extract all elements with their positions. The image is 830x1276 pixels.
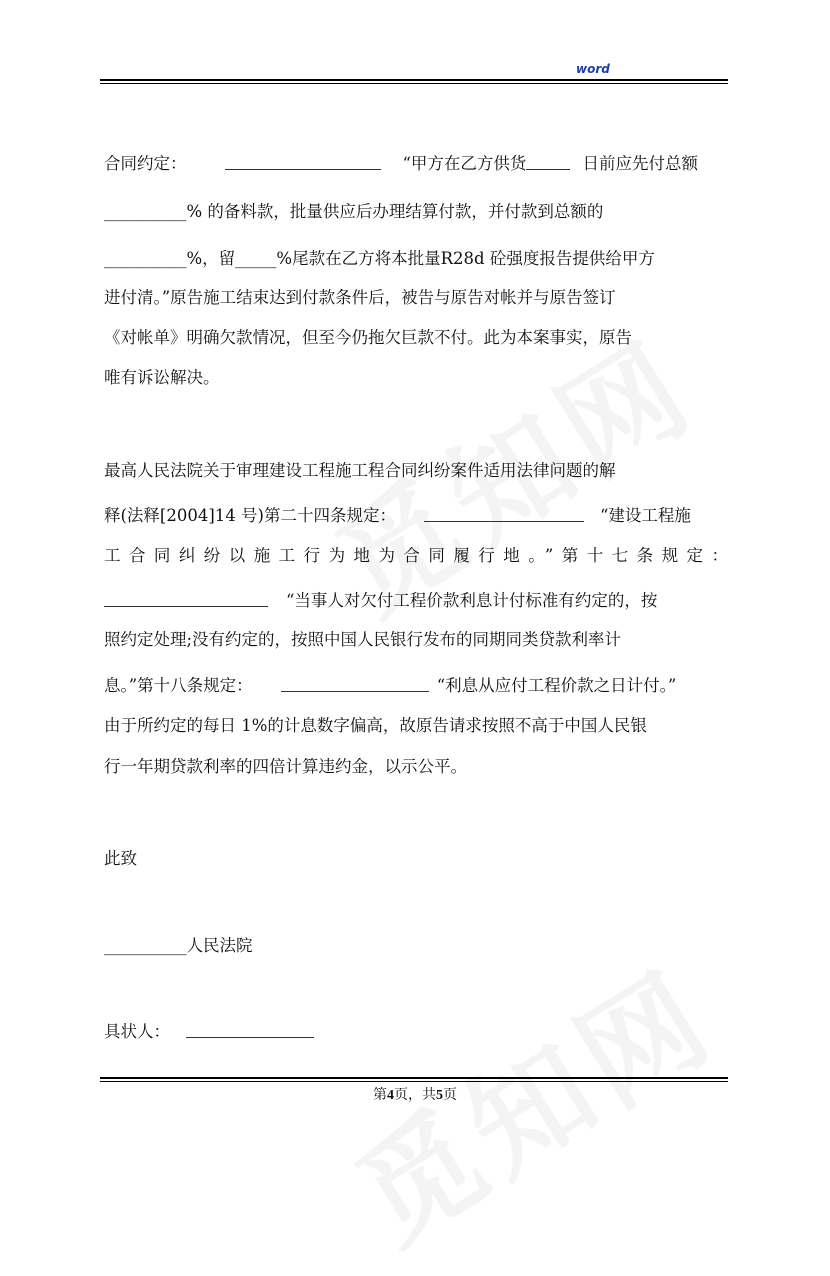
court-line: __________人民法院 bbox=[104, 936, 253, 955]
text-line-10 bbox=[104, 590, 728, 612]
text-line-7: 最高人民法院关于审理建设工程施工程合同纠纷案件适用法律问题的解 bbox=[104, 461, 616, 480]
text-line-4: 进付清。”原告施工结束达到付款条件后，被告与原告对帐并与原告签订 bbox=[104, 288, 616, 307]
text-line-2: __________% 的备料款，批量供应后办理结算付款，并付款到总额的 bbox=[104, 202, 604, 221]
closing-salutation: 此致 bbox=[104, 849, 137, 868]
header-rule bbox=[100, 79, 728, 81]
quote-start: “甲方在乙方供货 bbox=[402, 154, 527, 173]
text-line-6: 唯有诉讼解决。 bbox=[104, 368, 220, 387]
blank-field bbox=[186, 1022, 314, 1038]
text-fragment: “建设工程施 bbox=[599, 506, 691, 525]
blank-field bbox=[526, 154, 570, 170]
text-line-14: 行一年期贷款利率的四倍计算违约金，以示公平。 bbox=[104, 757, 467, 776]
text-line-9: 工合同纠纷以施工行为地为合同履行地。”第十七条规定： bbox=[104, 546, 728, 565]
text-line-8 bbox=[104, 505, 728, 527]
plaintiff-signature-line bbox=[104, 1021, 728, 1043]
blank-field bbox=[281, 676, 429, 692]
contract-label: 合同约定： bbox=[104, 154, 187, 173]
text-line-5: 《对帐单》明确欠款情况，但至今仍拖欠巨款不付。此为本案事实，原告 bbox=[104, 328, 632, 347]
text-fragment: 息。”第十八条规定： bbox=[104, 676, 253, 695]
footer-rule-thin bbox=[100, 1081, 728, 1082]
text-line-3: __________%，留_____%尾款在乙方将本批量R28d 砼强度报告提供给甲方 bbox=[104, 249, 655, 268]
blank-field bbox=[104, 591, 268, 607]
text-line-11: 照约定处理;没有约定的，按照中国人民银行发布的同期同类贷款利率计 bbox=[104, 630, 622, 649]
page-number: 第4页，共5页 bbox=[373, 1088, 457, 1103]
header-word-label: word bbox=[576, 62, 610, 76]
current-page: 4 bbox=[387, 1088, 394, 1103]
footer-rule bbox=[100, 1077, 728, 1079]
text-line-13: 由于所约定的每日 1%的计息数字偏高，故原告请求按照不高于中国人民银 bbox=[104, 716, 647, 735]
text-line-1 bbox=[104, 153, 728, 175]
blank-field bbox=[225, 154, 381, 170]
blank-field bbox=[424, 506, 584, 522]
text-fragment: 释(法释[2004]14 号)第二十四条规定： bbox=[104, 506, 396, 525]
header-rule-thin bbox=[100, 83, 728, 84]
text-fragment: 日前应先付总额 bbox=[582, 154, 698, 173]
plaintiff-label: 具状人： bbox=[104, 1022, 170, 1041]
text-fragment: “当事人对欠付工程价款利息计付标准有约定的，按 bbox=[286, 591, 658, 610]
text-fragment: “利息从应付工程价款之日计付。” bbox=[436, 676, 677, 695]
total-pages: 5 bbox=[436, 1088, 443, 1103]
text-line-12 bbox=[104, 675, 728, 697]
